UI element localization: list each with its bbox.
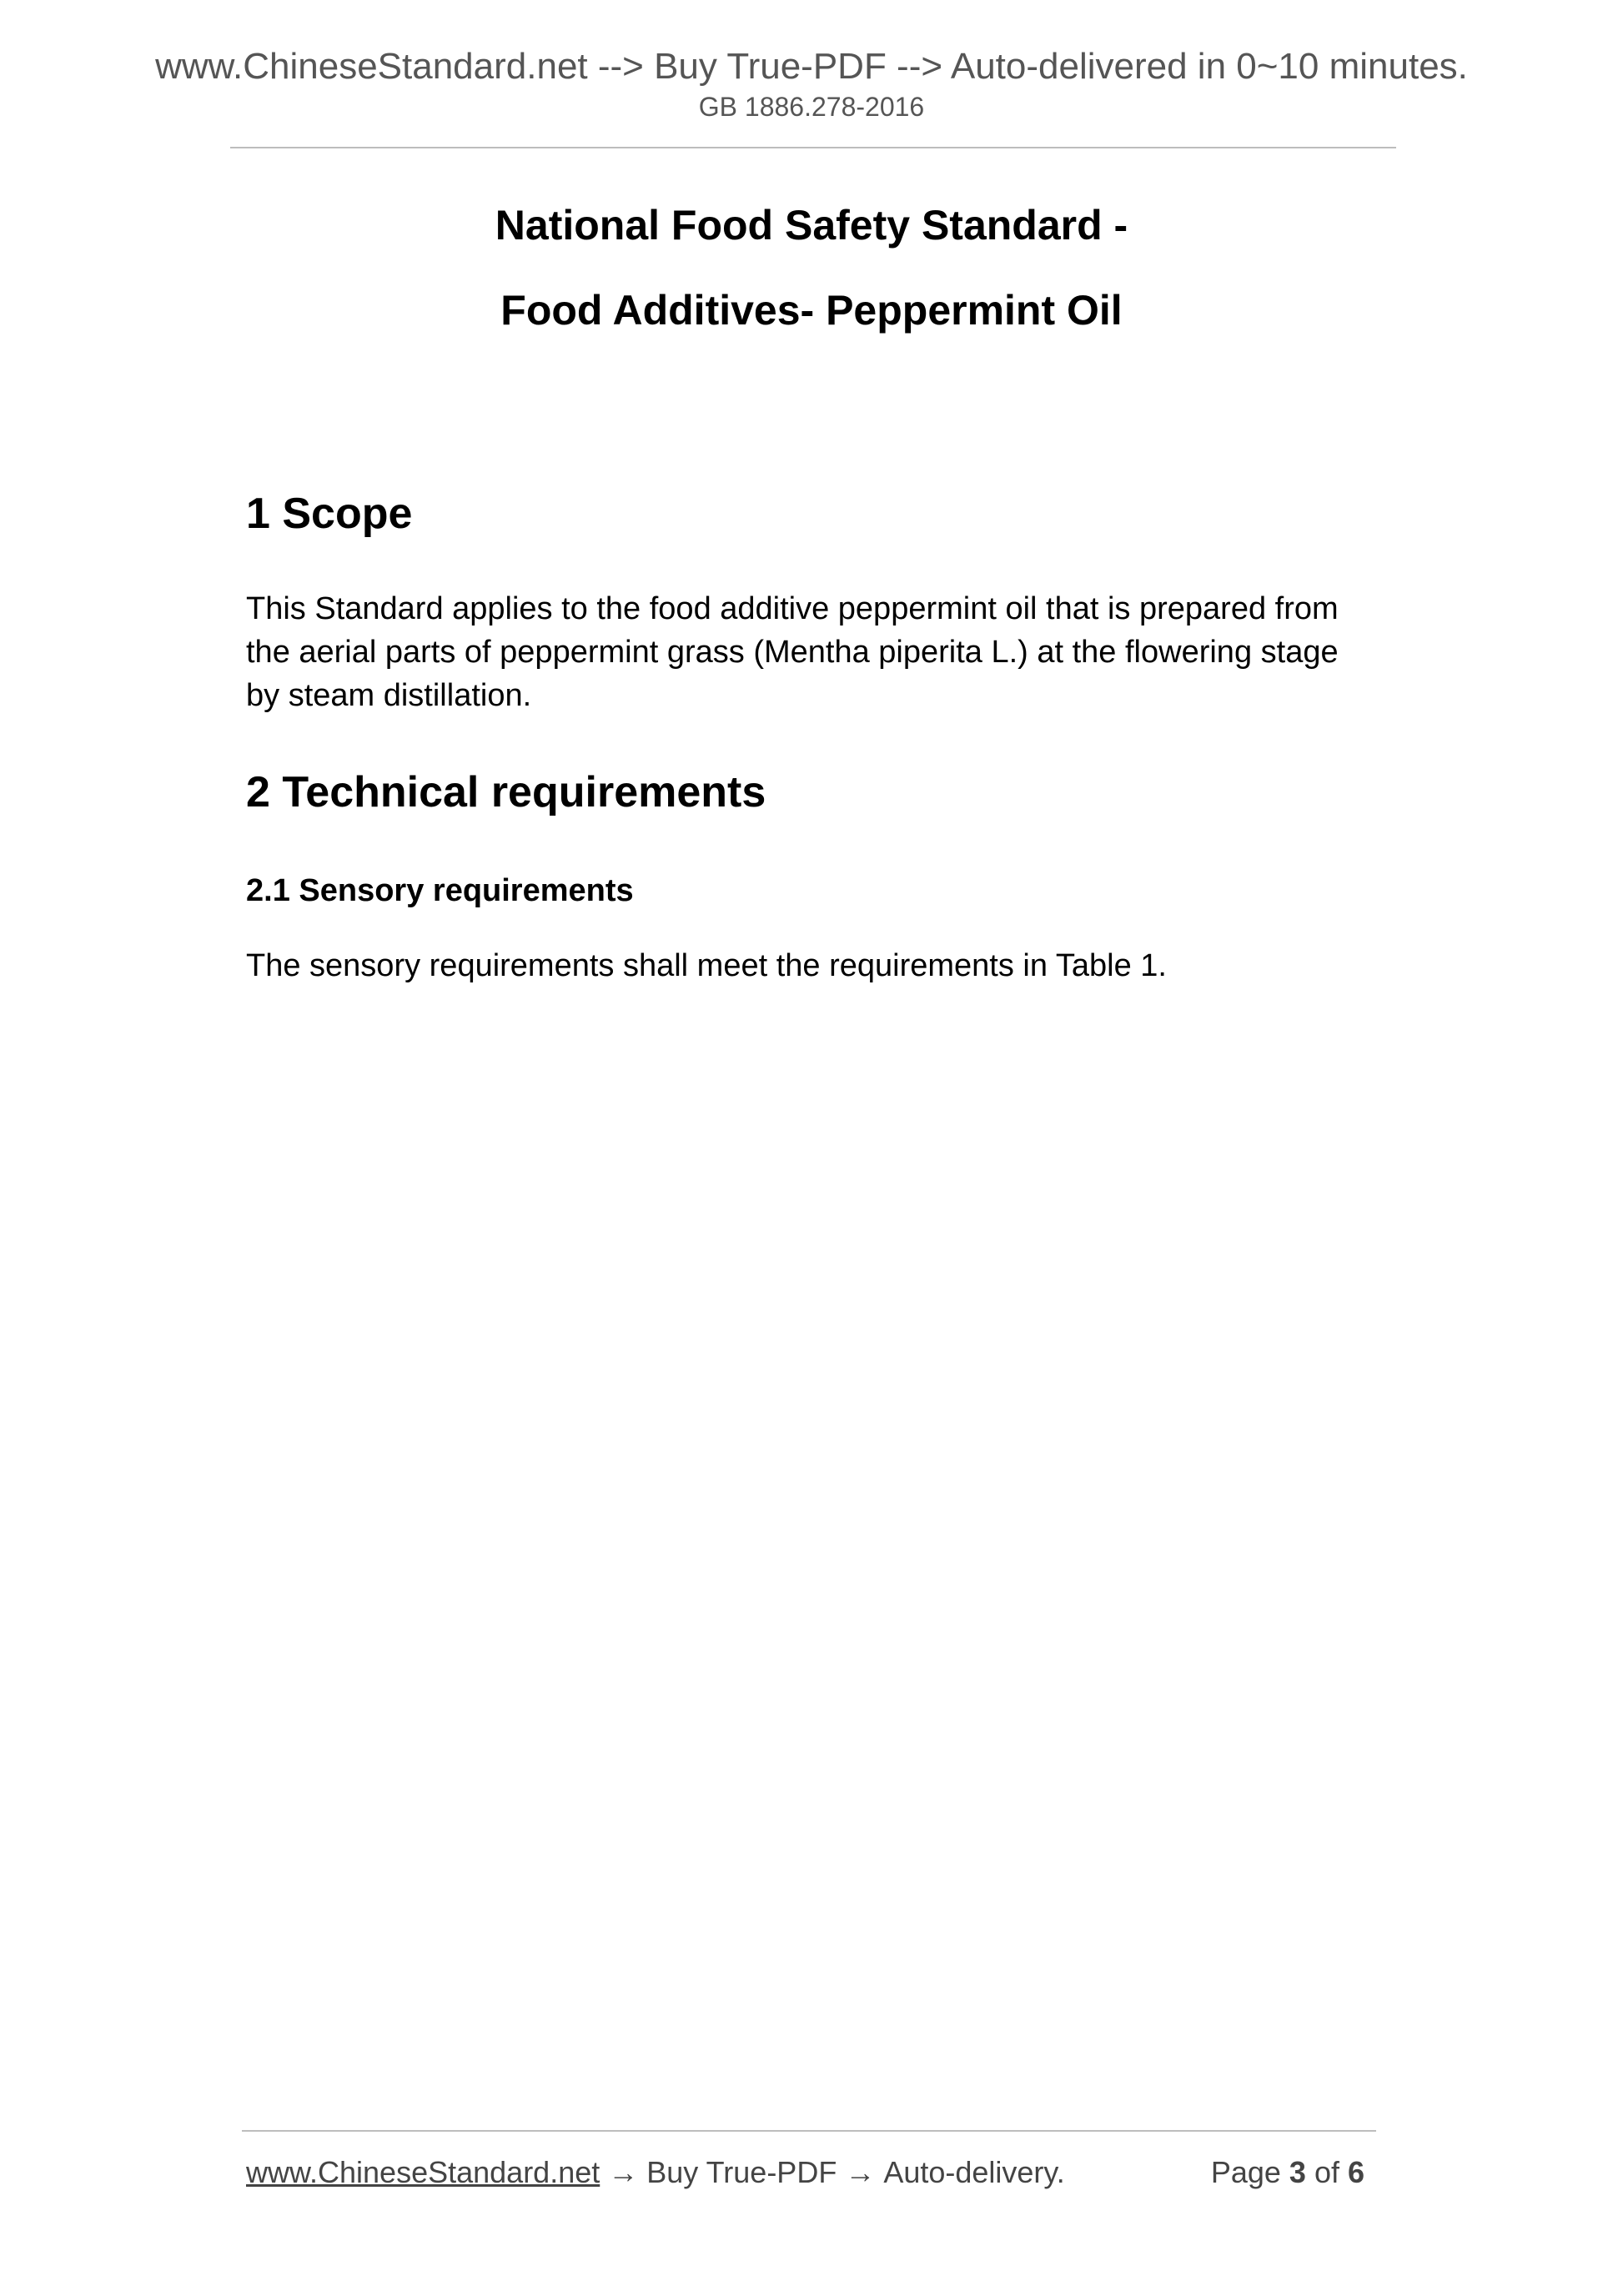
footer-divider [242,2130,1376,2132]
footer-site-link[interactable]: www.ChineseStandard.net [246,2155,600,2189]
header-divider [230,147,1396,148]
footer-delivery-text: Auto-delivery. [883,2155,1065,2189]
scope-paragraph [246,587,1389,717]
standard-code: GB 1886.278-2016 [698,92,925,122]
footer-promo [246,2153,1065,2192]
scope-paragraph-line: This Standard applies to the food additive peppermint oil that is prepared from [246,591,1339,626]
subsection-heading-sensory: 2.1 Sensory requirements [246,873,634,908]
arrow-right-icon: → [845,2155,876,2189]
page-label: Page [1210,2155,1281,2189]
page-of: of [1314,2155,1339,2189]
page-total: 6 [1347,2155,1364,2189]
scope-paragraph-line: the aerial parts of peppermint grass (Mentha piperita L.) at the flowering stage [246,635,1339,670]
sensory-paragraph [246,944,1389,987]
document-title-line-2: Food Additives- Peppermint Oil [500,287,1123,334]
page-indicator [1211,2153,1373,2192]
header-banner: www.ChineseStandard.net --> Buy True-PDF --> Auto-delivered in 0~10 minutes. [155,46,1468,87]
arrow-right-icon: → [608,2155,639,2189]
sensory-paragraph-line: The sensory requirements shall meet the requirements in Table 1. [246,948,1167,983]
footer-buy-text: Buy True-PDF [646,2155,837,2189]
page-current: 3 [1289,2155,1306,2189]
section-heading-scope: 1 Scope [246,490,413,538]
document-title-line-1: National Food Safety Standard - [495,202,1128,249]
scope-paragraph-line: by steam distillation. [246,678,532,713]
section-heading-technical-requirements: 2 Technical requirements [246,768,766,816]
